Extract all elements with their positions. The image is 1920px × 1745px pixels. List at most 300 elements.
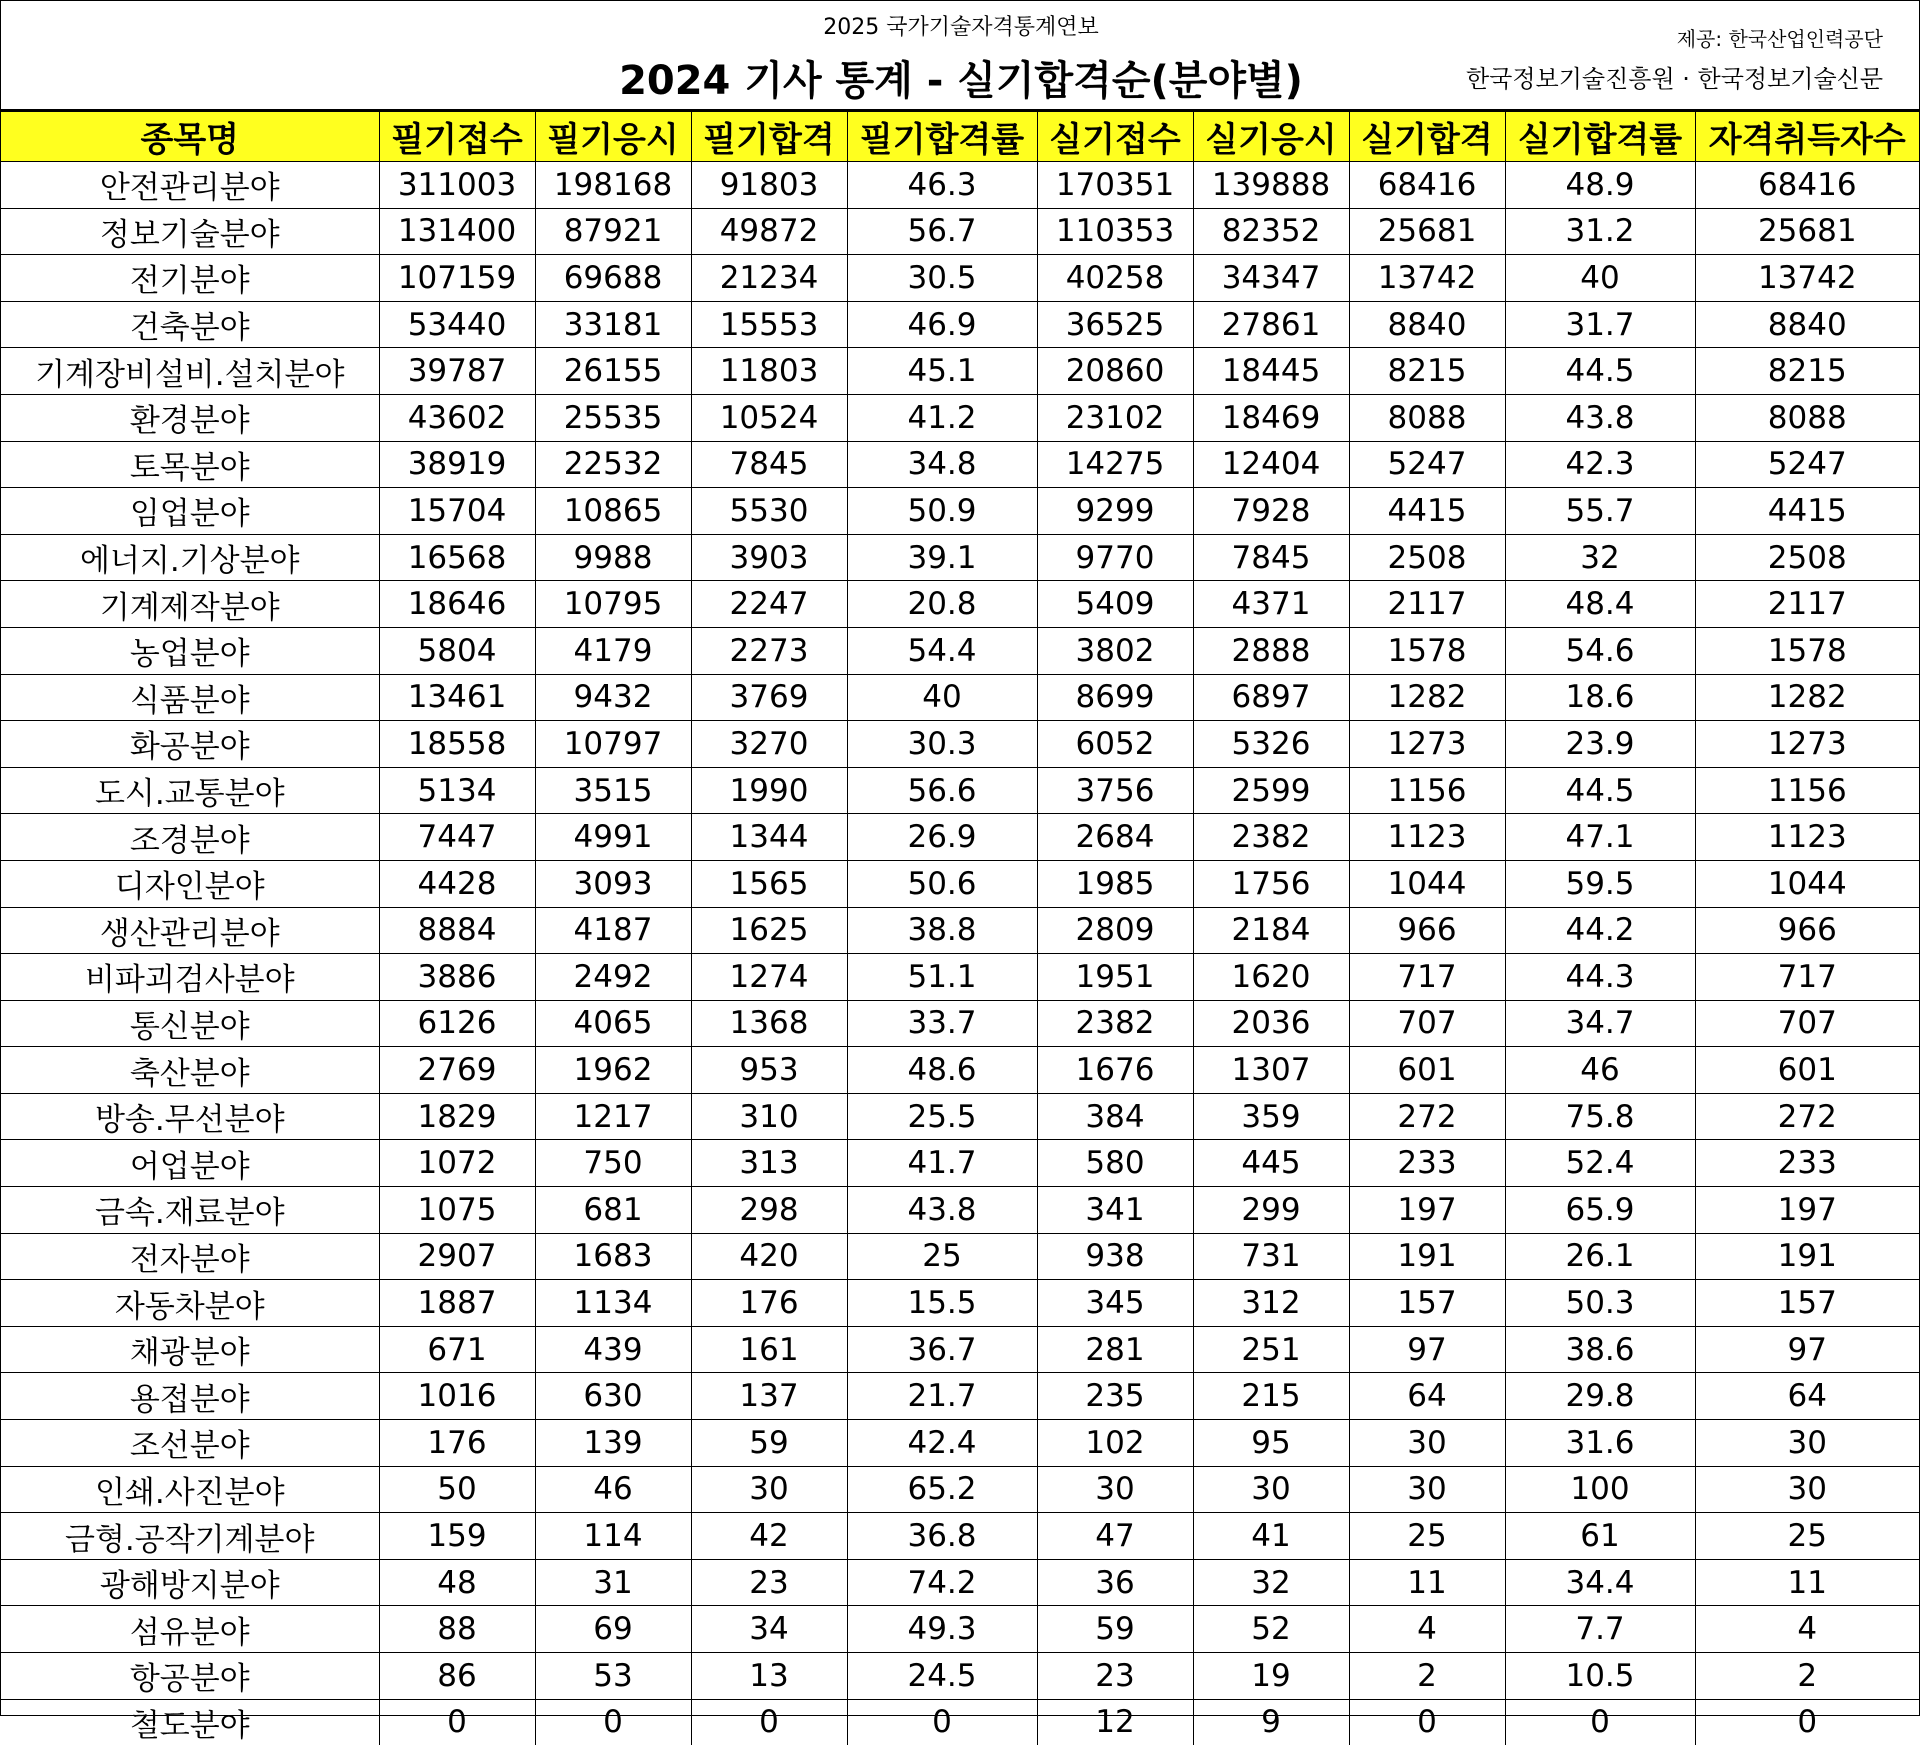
- value-cell: 139888: [1193, 162, 1349, 209]
- value-cell: 0: [1695, 1699, 1919, 1745]
- value-cell: 34.8: [847, 441, 1037, 488]
- value-cell: 13461: [379, 674, 535, 721]
- value-cell: 43.8: [847, 1187, 1037, 1234]
- value-cell: 0: [847, 1699, 1037, 1745]
- value-cell: 2599: [1193, 767, 1349, 814]
- value-cell: 601: [1349, 1047, 1505, 1094]
- value-cell: 87921: [535, 208, 691, 255]
- value-cell: 86: [379, 1653, 535, 1700]
- report-subtitle: 2025 국가기술자격통계연보: [1, 10, 1920, 41]
- value-cell: 30.3: [847, 721, 1037, 768]
- table-row: [1, 1093, 1919, 1140]
- table-row: [1, 1047, 1919, 1094]
- value-cell: 9432: [535, 674, 691, 721]
- value-cell: 7447: [379, 814, 535, 861]
- value-cell: 3802: [1037, 627, 1193, 674]
- table-row: [1, 162, 1919, 209]
- column-header: 실기접수: [1037, 112, 1193, 162]
- field-name-cell: 채광분야: [1, 1326, 379, 1373]
- value-cell: 1307: [1193, 1047, 1349, 1094]
- value-cell: 31.6: [1505, 1420, 1695, 1467]
- value-cell: 580: [1037, 1140, 1193, 1187]
- column-header: 실기합격률: [1505, 112, 1695, 162]
- value-cell: 310: [691, 1093, 847, 1140]
- value-cell: 1274: [691, 954, 847, 1001]
- value-cell: 97: [1349, 1326, 1505, 1373]
- value-cell: 49.3: [847, 1606, 1037, 1653]
- table-row: [1, 1140, 1919, 1187]
- value-cell: 131400: [379, 208, 535, 255]
- table-row: [1, 1466, 1919, 1513]
- value-cell: 311003: [379, 162, 535, 209]
- value-cell: 966: [1695, 907, 1919, 954]
- value-cell: 0: [1349, 1699, 1505, 1745]
- value-cell: 161: [691, 1326, 847, 1373]
- value-cell: 42: [691, 1513, 847, 1560]
- value-cell: 15.5: [847, 1280, 1037, 1327]
- value-cell: 49872: [691, 208, 847, 255]
- value-cell: 8840: [1349, 301, 1505, 348]
- table-row: [1, 441, 1919, 488]
- value-cell: 42.3: [1505, 441, 1695, 488]
- field-name-cell: 인쇄.사진분야: [1, 1466, 379, 1513]
- value-cell: 65.9: [1505, 1187, 1695, 1234]
- value-cell: 170351: [1037, 162, 1193, 209]
- value-cell: 56.6: [847, 767, 1037, 814]
- value-cell: 95: [1193, 1420, 1349, 1467]
- value-cell: 707: [1349, 1000, 1505, 1047]
- value-cell: 24.5: [847, 1653, 1037, 1700]
- value-cell: 13742: [1349, 255, 1505, 302]
- value-cell: 13742: [1695, 255, 1919, 302]
- value-cell: 82352: [1193, 208, 1349, 255]
- field-name-cell: 토목분야: [1, 441, 379, 488]
- column-header: 필기합격률: [847, 112, 1037, 162]
- value-cell: 9299: [1037, 488, 1193, 535]
- value-cell: 2508: [1695, 534, 1919, 581]
- value-cell: 25: [1695, 1513, 1919, 1560]
- value-cell: 345: [1037, 1280, 1193, 1327]
- value-cell: 30: [1349, 1420, 1505, 1467]
- value-cell: 2: [1695, 1653, 1919, 1700]
- value-cell: 34.4: [1505, 1559, 1695, 1606]
- value-cell: 6052: [1037, 721, 1193, 768]
- value-cell: 11: [1349, 1559, 1505, 1606]
- value-cell: 68416: [1349, 162, 1505, 209]
- value-cell: 0: [379, 1699, 535, 1745]
- value-cell: 61: [1505, 1513, 1695, 1560]
- value-cell: 9988: [535, 534, 691, 581]
- value-cell: 1273: [1695, 721, 1919, 768]
- table-row: [1, 1559, 1919, 1606]
- table-row: [1, 488, 1919, 535]
- value-cell: 3903: [691, 534, 847, 581]
- value-cell: 25681: [1349, 208, 1505, 255]
- column-header: 종목명: [1, 112, 379, 162]
- value-cell: 4187: [535, 907, 691, 954]
- table-row: [1, 301, 1919, 348]
- value-cell: 26.1: [1505, 1233, 1695, 1280]
- value-cell: 91803: [691, 162, 847, 209]
- value-cell: 48.9: [1505, 162, 1695, 209]
- value-cell: 1217: [535, 1093, 691, 1140]
- field-name-cell: 어업분야: [1, 1140, 379, 1187]
- value-cell: 14275: [1037, 441, 1193, 488]
- value-cell: 64: [1695, 1373, 1919, 1420]
- report-title: 2024 기사 통계 - 실기합격순(분야별): [1, 49, 1920, 106]
- table-row: [1, 348, 1919, 395]
- table-row: [1, 208, 1919, 255]
- value-cell: 313: [691, 1140, 847, 1187]
- value-cell: 88: [379, 1606, 535, 1653]
- value-cell: 1044: [1349, 860, 1505, 907]
- value-cell: 1578: [1695, 627, 1919, 674]
- value-cell: 2382: [1037, 1000, 1193, 1047]
- value-cell: 50: [379, 1466, 535, 1513]
- column-header: 필기응시: [535, 112, 691, 162]
- value-cell: 100: [1505, 1466, 1695, 1513]
- table-row: [1, 1606, 1919, 1653]
- field-name-cell: 항공분야: [1, 1653, 379, 1700]
- value-cell: 10865: [535, 488, 691, 535]
- table-row: [1, 814, 1919, 861]
- value-cell: 32: [1193, 1559, 1349, 1606]
- value-cell: 50.9: [847, 488, 1037, 535]
- field-name-cell: 방송.무선분야: [1, 1093, 379, 1140]
- value-cell: 25: [847, 1233, 1037, 1280]
- value-cell: 1829: [379, 1093, 535, 1140]
- value-cell: 36: [1037, 1559, 1193, 1606]
- value-cell: 41: [1193, 1513, 1349, 1560]
- table-row: [1, 581, 1919, 628]
- column-header: 실기합격: [1349, 112, 1505, 162]
- value-cell: 21234: [691, 255, 847, 302]
- value-cell: 8699: [1037, 674, 1193, 721]
- value-cell: 30.5: [847, 255, 1037, 302]
- value-cell: 44.3: [1505, 954, 1695, 1001]
- value-cell: 10.5: [1505, 1653, 1695, 1700]
- table-row: [1, 1513, 1919, 1560]
- value-cell: 10524: [691, 394, 847, 441]
- value-cell: 69: [535, 1606, 691, 1653]
- value-cell: 11803: [691, 348, 847, 395]
- value-cell: 26.9: [847, 814, 1037, 861]
- table-row: [1, 1326, 1919, 1373]
- value-cell: 10797: [535, 721, 691, 768]
- table-body: [1, 162, 1919, 1745]
- value-cell: 1985: [1037, 860, 1193, 907]
- column-header: 필기접수: [379, 112, 535, 162]
- value-cell: 139: [535, 1420, 691, 1467]
- value-cell: 44.5: [1505, 348, 1695, 395]
- field-name-cell: 식품분야: [1, 674, 379, 721]
- value-cell: 251: [1193, 1326, 1349, 1373]
- column-header: 자격취득자수: [1695, 112, 1919, 162]
- value-cell: 12404: [1193, 441, 1349, 488]
- value-cell: 30: [1037, 1466, 1193, 1513]
- value-cell: 65.2: [847, 1466, 1037, 1513]
- sheet-header: [1, 1, 1919, 111]
- value-cell: 52.4: [1505, 1140, 1695, 1187]
- value-cell: 2508: [1349, 534, 1505, 581]
- value-cell: 159: [379, 1513, 535, 1560]
- value-cell: 1075: [379, 1187, 535, 1234]
- value-cell: 1620: [1193, 954, 1349, 1001]
- value-cell: 8215: [1695, 348, 1919, 395]
- column-header: 필기합격: [691, 112, 847, 162]
- value-cell: 1072: [379, 1140, 535, 1187]
- field-name-cell: 조경분야: [1, 814, 379, 861]
- value-cell: 23102: [1037, 394, 1193, 441]
- value-cell: 45.1: [847, 348, 1037, 395]
- value-cell: 40: [847, 674, 1037, 721]
- value-cell: 176: [691, 1280, 847, 1327]
- value-cell: 9770: [1037, 534, 1193, 581]
- value-cell: 2: [1349, 1653, 1505, 1700]
- value-cell: 197: [1349, 1187, 1505, 1234]
- value-cell: 953: [691, 1047, 847, 1094]
- value-cell: 30: [1695, 1466, 1919, 1513]
- table-row: [1, 907, 1919, 954]
- value-cell: 54.6: [1505, 627, 1695, 674]
- value-cell: 7928: [1193, 488, 1349, 535]
- table-row: [1, 1280, 1919, 1327]
- value-cell: 1134: [535, 1280, 691, 1327]
- table-row: [1, 394, 1919, 441]
- value-cell: 1156: [1349, 767, 1505, 814]
- value-cell: 731: [1193, 1233, 1349, 1280]
- table-row: [1, 721, 1919, 768]
- value-cell: 64: [1349, 1373, 1505, 1420]
- value-cell: 68416: [1695, 162, 1919, 209]
- value-cell: 4415: [1695, 488, 1919, 535]
- value-cell: 272: [1349, 1093, 1505, 1140]
- field-name-cell: 자동차분야: [1, 1280, 379, 1327]
- value-cell: 1123: [1349, 814, 1505, 861]
- value-cell: 46: [1505, 1047, 1695, 1094]
- value-cell: 1676: [1037, 1047, 1193, 1094]
- value-cell: 15704: [379, 488, 535, 535]
- value-cell: 8088: [1695, 394, 1919, 441]
- table-header-row: [1, 112, 1919, 162]
- value-cell: 47.1: [1505, 814, 1695, 861]
- value-cell: 341: [1037, 1187, 1193, 1234]
- value-cell: 197: [1695, 1187, 1919, 1234]
- value-cell: 2907: [379, 1233, 535, 1280]
- field-name-cell: 금속.재료분야: [1, 1187, 379, 1234]
- value-cell: 34: [691, 1606, 847, 1653]
- value-cell: 29.8: [1505, 1373, 1695, 1420]
- field-name-cell: 안전관리분야: [1, 162, 379, 209]
- value-cell: 33.7: [847, 1000, 1037, 1047]
- value-cell: 966: [1349, 907, 1505, 954]
- value-cell: 4065: [535, 1000, 691, 1047]
- value-cell: 4371: [1193, 581, 1349, 628]
- value-cell: 48.4: [1505, 581, 1695, 628]
- value-cell: 2769: [379, 1047, 535, 1094]
- value-cell: 4415: [1349, 488, 1505, 535]
- value-cell: 15553: [691, 301, 847, 348]
- field-name-cell: 도시.교통분야: [1, 767, 379, 814]
- value-cell: 46.9: [847, 301, 1037, 348]
- value-cell: 2117: [1695, 581, 1919, 628]
- value-cell: 5134: [379, 767, 535, 814]
- field-name-cell: 정보기술분야: [1, 208, 379, 255]
- value-cell: 707: [1695, 1000, 1919, 1047]
- value-cell: 1578: [1349, 627, 1505, 674]
- value-cell: 38.6: [1505, 1326, 1695, 1373]
- value-cell: 1565: [691, 860, 847, 907]
- value-cell: 97: [1695, 1326, 1919, 1373]
- value-cell: 74.2: [847, 1559, 1037, 1606]
- value-cell: 40258: [1037, 255, 1193, 302]
- value-cell: 44.5: [1505, 767, 1695, 814]
- value-cell: 42.4: [847, 1420, 1037, 1467]
- value-cell: 1044: [1695, 860, 1919, 907]
- value-cell: 2247: [691, 581, 847, 628]
- value-cell: 235: [1037, 1373, 1193, 1420]
- value-cell: 30: [1349, 1466, 1505, 1513]
- value-cell: 2382: [1193, 814, 1349, 861]
- value-cell: 23.9: [1505, 721, 1695, 768]
- field-name-cell: 환경분야: [1, 394, 379, 441]
- value-cell: 938: [1037, 1233, 1193, 1280]
- field-name-cell: 용접분야: [1, 1373, 379, 1420]
- value-cell: 26155: [535, 348, 691, 395]
- value-cell: 298: [691, 1187, 847, 1234]
- field-name-cell: 철도분야: [1, 1699, 379, 1745]
- value-cell: 22532: [535, 441, 691, 488]
- value-cell: 5326: [1193, 721, 1349, 768]
- value-cell: 25535: [535, 394, 691, 441]
- value-cell: 53440: [379, 301, 535, 348]
- value-cell: 1990: [691, 767, 847, 814]
- table-row: [1, 1699, 1919, 1745]
- value-cell: 215: [1193, 1373, 1349, 1420]
- table-row: [1, 860, 1919, 907]
- value-cell: 33181: [535, 301, 691, 348]
- value-cell: 32: [1505, 534, 1695, 581]
- publisher: 한국정보기술진흥원 · 한국정보기술신문: [1466, 59, 1883, 94]
- value-cell: 11: [1695, 1559, 1919, 1606]
- value-cell: 750: [535, 1140, 691, 1187]
- value-cell: 59: [691, 1420, 847, 1467]
- value-cell: 281: [1037, 1326, 1193, 1373]
- value-cell: 0: [691, 1699, 847, 1745]
- value-cell: 3515: [535, 767, 691, 814]
- value-cell: 630: [535, 1373, 691, 1420]
- field-name-cell: 광해방지분야: [1, 1559, 379, 1606]
- table-row: [1, 1233, 1919, 1280]
- value-cell: 41.2: [847, 394, 1037, 441]
- value-cell: 4179: [535, 627, 691, 674]
- value-cell: 31.2: [1505, 208, 1695, 255]
- value-cell: 137: [691, 1373, 847, 1420]
- value-cell: 38.8: [847, 907, 1037, 954]
- value-cell: 5247: [1695, 441, 1919, 488]
- value-cell: 21.7: [847, 1373, 1037, 1420]
- value-cell: 54.4: [847, 627, 1037, 674]
- value-cell: 0: [1505, 1699, 1695, 1745]
- statistics-table: [1, 111, 1919, 1745]
- field-name-cell: 농업분야: [1, 627, 379, 674]
- value-cell: 5804: [379, 627, 535, 674]
- value-cell: 31.7: [1505, 301, 1695, 348]
- value-cell: 53: [535, 1653, 691, 1700]
- field-name-cell: 금형.공작기계분야: [1, 1513, 379, 1560]
- value-cell: 25.5: [847, 1093, 1037, 1140]
- data-provider: 제공: 한국산업인력공단: [1677, 23, 1883, 52]
- value-cell: 4428: [379, 860, 535, 907]
- table-row: [1, 954, 1919, 1001]
- field-name-cell: 조선분야: [1, 1420, 379, 1467]
- value-cell: 1625: [691, 907, 847, 954]
- value-cell: 272: [1695, 1093, 1919, 1140]
- value-cell: 5409: [1037, 581, 1193, 628]
- value-cell: 55.7: [1505, 488, 1695, 535]
- value-cell: 59: [1037, 1606, 1193, 1653]
- table-row: [1, 1000, 1919, 1047]
- value-cell: 52: [1193, 1606, 1349, 1653]
- value-cell: 59.5: [1505, 860, 1695, 907]
- field-name-cell: 전자분야: [1, 1233, 379, 1280]
- table-row: [1, 1187, 1919, 1234]
- value-cell: 1282: [1349, 674, 1505, 721]
- value-cell: 7845: [1193, 534, 1349, 581]
- value-cell: 13: [691, 1653, 847, 1700]
- value-cell: 1016: [379, 1373, 535, 1420]
- value-cell: 0: [535, 1699, 691, 1745]
- field-name-cell: 건축분야: [1, 301, 379, 348]
- value-cell: 2184: [1193, 907, 1349, 954]
- value-cell: 114: [535, 1513, 691, 1560]
- value-cell: 1887: [379, 1280, 535, 1327]
- column-header: 실기응시: [1193, 112, 1349, 162]
- value-cell: 7.7: [1505, 1606, 1695, 1653]
- value-cell: 8840: [1695, 301, 1919, 348]
- value-cell: 18469: [1193, 394, 1349, 441]
- value-cell: 36.7: [847, 1326, 1037, 1373]
- value-cell: 2888: [1193, 627, 1349, 674]
- field-name-cell: 화공분야: [1, 721, 379, 768]
- value-cell: 5530: [691, 488, 847, 535]
- value-cell: 3270: [691, 721, 847, 768]
- value-cell: 34347: [1193, 255, 1349, 302]
- value-cell: 176: [379, 1420, 535, 1467]
- field-name-cell: 에너지.기상분야: [1, 534, 379, 581]
- table-row: [1, 767, 1919, 814]
- value-cell: 36525: [1037, 301, 1193, 348]
- value-cell: 46: [535, 1466, 691, 1513]
- value-cell: 23: [691, 1559, 847, 1606]
- value-cell: 2492: [535, 954, 691, 1001]
- value-cell: 3769: [691, 674, 847, 721]
- value-cell: 110353: [1037, 208, 1193, 255]
- value-cell: 44.2: [1505, 907, 1695, 954]
- table-row: [1, 674, 1919, 721]
- value-cell: 359: [1193, 1093, 1349, 1140]
- value-cell: 445: [1193, 1140, 1349, 1187]
- value-cell: 56.7: [847, 208, 1037, 255]
- value-cell: 1282: [1695, 674, 1919, 721]
- value-cell: 3886: [379, 954, 535, 1001]
- field-name-cell: 생산관리분야: [1, 907, 379, 954]
- value-cell: 6897: [1193, 674, 1349, 721]
- value-cell: 233: [1349, 1140, 1505, 1187]
- value-cell: 9: [1193, 1699, 1349, 1745]
- value-cell: 312: [1193, 1280, 1349, 1327]
- value-cell: 36.8: [847, 1513, 1037, 1560]
